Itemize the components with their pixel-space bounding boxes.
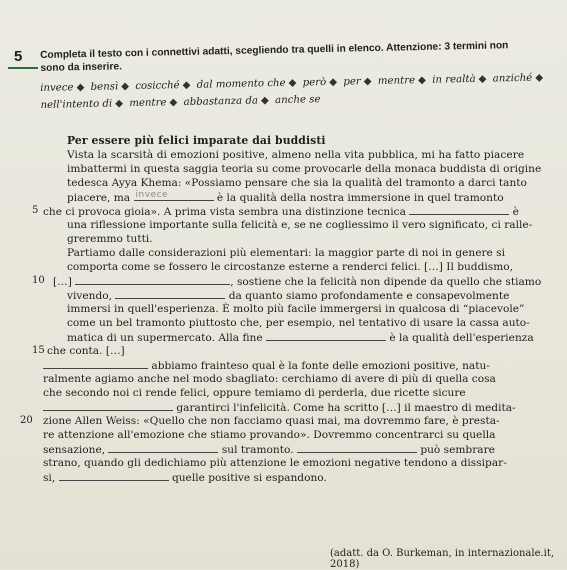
answer-blank-2[interactable]	[409, 204, 509, 215]
text-line: imbattermi in questa saggia teoria su come provocarle della monaca buddista di origine	[67, 163, 542, 175]
instruction-line-2: sono da inserire.	[40, 61, 123, 74]
text-line: vivendo, da quanto siamo profondamente e consapevolmente	[67, 290, 510, 302]
handwritten-answer: invece	[135, 190, 169, 200]
answer-blank-6[interactable]	[43, 358, 148, 369]
word-bank-item: nell'intento di	[40, 98, 113, 111]
answer-blank-1[interactable]	[134, 190, 214, 201]
word-bank-item: per	[343, 76, 361, 88]
line-number: 10	[32, 275, 45, 286]
text-line: che ci provoca gioia». A prima vista sembra una distinzione tecnica è	[43, 206, 519, 218]
text-line: ralmente agiamo anche nel modo sbagliato: cerchiamo di avere di più di quella cosa	[43, 373, 496, 385]
text-line: Partiamo dalle considerazioni più elementari: la maggior parte di noi in genere si	[67, 247, 505, 259]
text-line: Vista la scarsità di emozioni positive, almeno nella vita pubblica, mi ha fatto piacere	[67, 149, 525, 161]
text-line: si, quelle positive si espandono.	[43, 472, 327, 484]
text-title: Per essere più felici imparate dai buddisti	[67, 134, 326, 147]
source-credit: (adatt. da O. Burkeman, in internazionale.it, 2018)	[330, 548, 555, 570]
text-line: greremmo tutti.	[67, 233, 153, 245]
text-line: una riflessione importante sulla felicità e, se ne cogliessimo il vero significato, ci ralle-	[67, 219, 533, 231]
exercise-number-underline	[8, 67, 38, 69]
text-line: re attenzione all'emozione che stiamo provando». Dovremmo concentrarci su quella	[43, 429, 496, 441]
text-line: abbiamo frainteso qual è la fonte delle emozioni positive, natu-	[43, 358, 490, 373]
line-number: 5	[32, 205, 39, 216]
word-bank-item: anziché	[492, 72, 533, 85]
word-bank-item: mentre	[129, 97, 167, 110]
word-bank-item: abbastanza da	[183, 95, 259, 108]
exercise-number: 5	[14, 48, 23, 65]
word-bank-item: cosicché	[135, 80, 180, 93]
word-bank-item: anche se	[274, 94, 321, 107]
word-bank-item: però	[302, 77, 327, 89]
text-line: che secondo noi ci rende felici, oppure temiamo di perderla, due ricette sicure	[43, 387, 466, 399]
answer-blank-3[interactable]	[75, 274, 230, 285]
text-line: comporta come se fossero le circostanze esterne a renderci felici. […] Il buddismo,	[67, 261, 513, 273]
word-bank-item: dal momento che	[196, 77, 286, 91]
word-bank: invece ◆ bensì ◆ cosicché ◆ dal momento che ◆ però ◆ per ◆ mentre ◆ in realtà ◆ anziché ◆ nell'intento di ◆ mentre ◆ abbastanza da ◆ anche se	[40, 72, 544, 111]
word-bank-item: bensì	[90, 81, 119, 93]
text-line: immersi in quell'esperienza. È molto più facile immergersi in qualcosa di “piacevole”	[67, 303, 525, 315]
answer-blank-7[interactable]	[43, 400, 173, 411]
text-line: che conta. […]	[47, 345, 125, 357]
instruction-line-1: Completa il testo con i connettivi adatti, scegliendo tra quelli in elenco. Attenzione: 3 termini non	[40, 40, 509, 61]
text-line: garantirci l'infelicità. Come ha scritto […] il maestro di medita-	[43, 400, 516, 415]
text-line: […] , sostiene che la felicità non dipende da quello che stiamo	[53, 276, 542, 288]
answer-blank-10[interactable]	[59, 470, 169, 481]
text-line: come un bel tramonto piuttosto che, per esempio, nel tentativo di usare la cassa auto-	[67, 317, 530, 329]
answer-blank-8[interactable]	[108, 442, 218, 453]
line-number: 20	[20, 415, 33, 426]
text-line: matica di un supermercato. Alla fine è la qualità dell'esperienza	[67, 332, 534, 344]
text-line: strano, quando gli dedichiamo più attenzione le emozioni negative tendono a dissipar-	[43, 457, 507, 469]
exercise-instruction	[40, 38, 565, 75]
text-line: piacere, ma invece è la qualità della nostra immersione in quel tramonto	[67, 190, 504, 204]
word-bank-item: in realtà	[432, 73, 476, 86]
word-bank-item: mentre	[377, 75, 416, 87]
text-line: zione Allen Weiss: «Quello che non facciamo quasi mai, ma dovremmo fare, è presta-	[43, 415, 500, 427]
text-line: sensazione, sul tramonto. può sembrare	[43, 444, 495, 456]
answer-blank-4[interactable]	[115, 288, 225, 299]
text-line: tedesca Ayya Khema: «Possiamo pensare che sia la qualità del tramonto a darci tanto	[67, 177, 527, 189]
answer-blank-9[interactable]	[297, 442, 417, 453]
line-number: 15	[32, 345, 45, 356]
word-bank-item: invece	[40, 82, 74, 94]
answer-blank-5[interactable]	[266, 330, 386, 341]
